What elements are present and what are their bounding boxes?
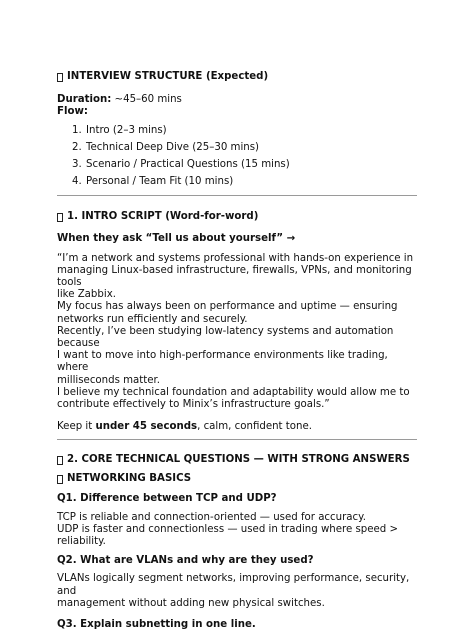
script-line: contribute effectively to Minix’s infrastructure goals.” [57, 399, 330, 411]
script-line: Recently, I’ve been studying low-latency systems and automation because [57, 325, 394, 350]
script-line: My focus has always been on performance and uptime — ensuring [57, 301, 398, 313]
subheading-networking-basics [57, 472, 417, 486]
emoji-placeholder-icon [57, 475, 63, 484]
list-item-number: 4. [72, 176, 82, 188]
question-2: Q2. What are VLANs and why are they used? [57, 555, 314, 567]
script-line: networks run efficiently and securely. [57, 313, 248, 325]
question-1: Q1. Difference between TCP and UDP? [57, 493, 277, 505]
list-item-number: 2. [72, 142, 82, 154]
list-item-text: Technical Deep Dive (25–30 mins) [86, 142, 260, 154]
list-item-number: 3. [72, 159, 82, 171]
flow-list [57, 125, 417, 188]
duration-value: ~45–60 mins [114, 94, 182, 105]
list-item [57, 125, 417, 137]
heading-text: 2. CORE TECHNICAL QUESTIONS — WITH STRONG ANSWERS [67, 454, 410, 466]
heading-text: INTERVIEW STRUCTURE (Expected) [67, 71, 269, 82]
tip-bold: under 45 seconds [95, 421, 198, 433]
answer-line: reliability. [57, 536, 106, 548]
list-item-text: Personal / Team Fit (10 mins) [86, 176, 234, 188]
script-line: “I’m a network and systems professional with hands-on experience in [57, 252, 414, 264]
script-line: like Zabbix. [57, 289, 116, 301]
script-line: milliseconds matter. [57, 374, 161, 386]
duration-label: Duration: [57, 94, 112, 105]
script-line: I want to move into high-performance environments like trading, where [57, 350, 388, 374]
answer-line: VLANs logically segment networks, improving performance, security, and [57, 573, 410, 597]
tip-prefix: Keep it [57, 421, 96, 433]
script-line: I believe my technical foundation and adaptability would allow me to [57, 386, 410, 398]
intro-script-block [57, 253, 417, 412]
script-line: managing Linux-based infrastructure, firewalls, VPNs, and monitoring tools [57, 264, 412, 289]
list-item [57, 159, 417, 171]
answer-2 [57, 573, 417, 610]
intro-prompt: When they ask “Tell us about yourself” → [57, 233, 296, 245]
emoji-placeholder-icon [57, 73, 63, 82]
section-heading-core-technical [57, 453, 417, 467]
question-3: Q3. Explain subnetting in one line. [57, 619, 256, 631]
list-item [57, 176, 417, 188]
horizontal-rule [57, 439, 417, 440]
answer-line: management without adding new physical switches. [57, 597, 325, 609]
answer-line: TCP is reliable and connection-oriented — used for accuracy. [57, 511, 366, 523]
emoji-placeholder-icon [57, 213, 63, 222]
list-item-text: Scenario / Practical Questions (15 mins) [86, 159, 290, 171]
list-item-number: 1. [72, 125, 82, 137]
section-heading-interview-structure [57, 70, 417, 84]
list-item-text: Intro (2–3 mins) [86, 125, 167, 137]
tip-suffix: , calm, confident tone. [197, 421, 312, 433]
duration-line [57, 94, 417, 106]
answer-line: UDP is faster and connectionless — used in trading where speed > [57, 523, 399, 535]
flow-label: Flow: [57, 106, 88, 118]
delivery-tip [57, 421, 417, 433]
answer-1 [57, 512, 417, 549]
emoji-placeholder-icon [57, 456, 63, 465]
horizontal-rule [57, 195, 417, 196]
heading-text: NETWORKING BASICS [67, 473, 192, 485]
heading-text: 1. INTRO SCRIPT (Word-for-word) [67, 211, 259, 223]
section-heading-intro-script [57, 210, 417, 224]
document-content [57, 68, 417, 631]
list-item [57, 142, 417, 154]
